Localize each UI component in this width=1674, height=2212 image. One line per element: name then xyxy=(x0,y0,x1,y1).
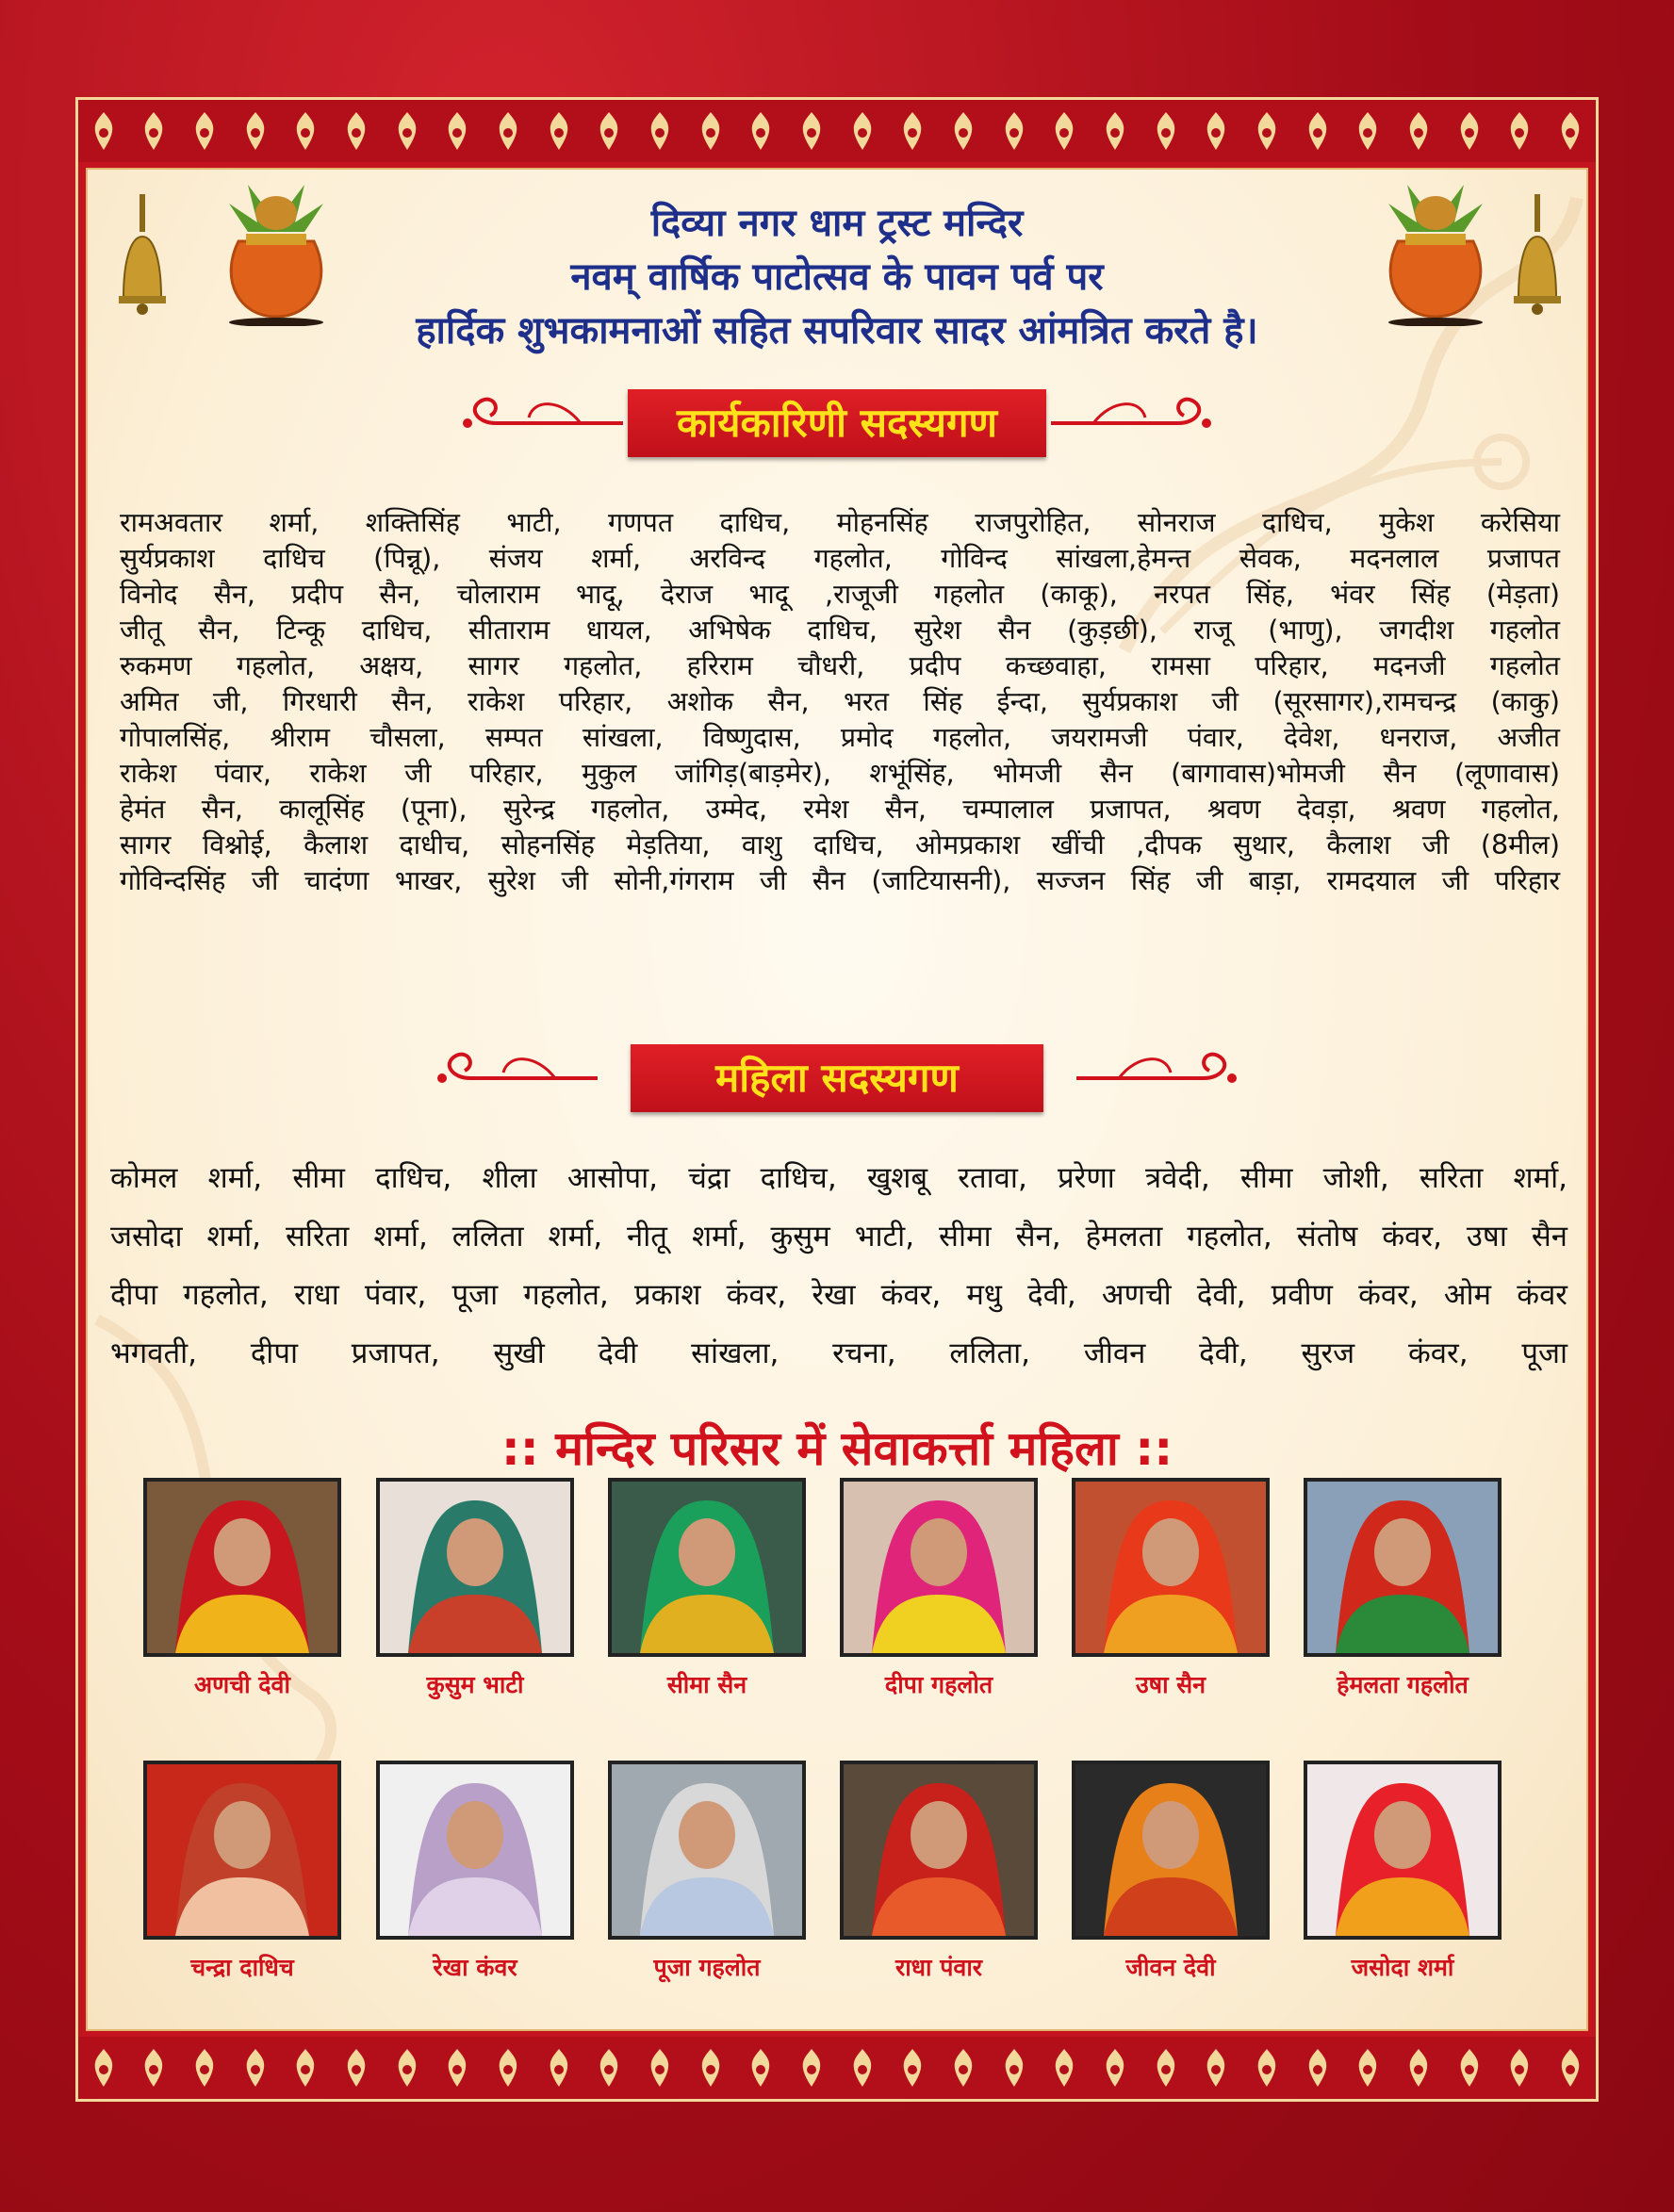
motif-icon xyxy=(1400,108,1437,154)
flourish-icon xyxy=(1046,389,1235,457)
seva-member-card xyxy=(840,1761,1038,1983)
name-line: गोपालसिंह, श्रीराम चौसला, सम्पत सांखला, विष्णुदास, प्रमोद गहलोत, जयरामजी पंवार, देवेश, धनराज, अजीत xyxy=(120,722,1560,753)
motif-icon xyxy=(995,2045,1033,2090)
motif-icon xyxy=(692,108,730,154)
motif-icon xyxy=(489,2045,527,2090)
member-name: सीमा सैन xyxy=(666,1671,747,1698)
seva-member-card xyxy=(143,1761,341,1983)
committee-heading xyxy=(78,389,1596,457)
motif-icon xyxy=(1349,108,1387,154)
motif-icon xyxy=(1299,108,1337,154)
motif-icon xyxy=(590,2045,628,2090)
women-heading xyxy=(78,1044,1596,1112)
motif-icon xyxy=(1096,108,1134,154)
motif-icon xyxy=(85,2045,123,2090)
motif-icon xyxy=(287,2045,324,2090)
name-line: सुर्यप्रकाश दाधिच (पिन्नू), संजय शर्मा, अरविन्द गहलोत, गोविन्द सांखला,हेमन्त सेवक, मदनलाल प्रजापत xyxy=(120,543,1560,574)
motif-icon xyxy=(237,108,274,154)
name-line: रामअवतार शर्मा, शक्तिसिंह भाटी, गणपत दाधिच, मोहनसिंह राजपुरोहित, सोनराज दाधिच, मुकेश करेसिया xyxy=(120,507,1560,538)
member-photo xyxy=(840,1478,1038,1657)
motif-icon xyxy=(1299,2045,1337,2090)
seva-member-card xyxy=(1072,1761,1270,1983)
motif-icon xyxy=(1551,2045,1589,2090)
member-name: जीवन देवी xyxy=(1125,1954,1216,1981)
seva-member-card xyxy=(840,1478,1038,1700)
seva-member-card xyxy=(1072,1478,1270,1700)
name-line: गोविन्दसिंह जी चादंणा भाखर, सुरेश जी सोनी,गंगराम जी सैन (जाटियासनी), सज्जन सिंह जी बाड़ा, रामदयाल जी परिहार xyxy=(120,865,1560,896)
portrait-icon xyxy=(380,1764,570,1936)
motif-icon xyxy=(1045,2045,1083,2090)
portrait-icon xyxy=(612,1482,802,1653)
member-photo xyxy=(376,1478,574,1657)
motif-icon xyxy=(388,108,426,154)
committee-title: कार्यकारिणी सदस्यगण xyxy=(628,389,1046,457)
motif-icon xyxy=(944,2045,982,2090)
name-line: दीपा गहलोत, राधा पंवार, पूजा गहलोत, प्रकाश कंवर, रेखा कंवर, मधु देवी, अणची देवी, प्रवीण कंवर, ओम कंवर xyxy=(110,1278,1567,1312)
name-line: हेमंत सैन, कालूसिंह (पूना), सुरेन्द्र गहलोत, उम्मेद, रमेश सैन, चम्पालाल प्रजापत, श्रवण देवड़ा, श्रवण गहलोत, xyxy=(120,794,1560,825)
motif-icon xyxy=(894,2045,931,2090)
member-photo xyxy=(608,1761,806,1940)
motif-icon xyxy=(844,108,881,154)
motif-icon xyxy=(894,108,931,154)
top-border-band xyxy=(78,100,1596,162)
seva-member-card xyxy=(608,1761,806,1983)
motif-icon xyxy=(1045,108,1083,154)
motif-icon xyxy=(1197,108,1235,154)
member-photo xyxy=(1072,1478,1270,1657)
member-name: राधा पंवार xyxy=(894,1954,983,1981)
member-photo xyxy=(1072,1761,1270,1940)
motif-icon xyxy=(1400,2045,1437,2090)
motif-icon xyxy=(1096,2045,1134,2090)
member-name: रेखा कंवर xyxy=(433,1954,517,1981)
women-title: महिला सदस्यगण xyxy=(631,1044,1043,1112)
seva-member-card xyxy=(1304,1478,1502,1700)
motif-icon xyxy=(85,108,123,154)
motif-icon xyxy=(742,108,780,154)
member-name: कुसुम भाटी xyxy=(426,1671,524,1698)
flourish-icon xyxy=(439,389,628,457)
portrait-icon xyxy=(1307,1482,1498,1653)
seva-member-card xyxy=(376,1478,574,1700)
member-photo xyxy=(143,1478,341,1657)
motif-icon xyxy=(995,108,1033,154)
name-line: कोमल शर्मा, सीमा दाधिच, शीला आसोपा, चंद्रा दाधिच, खुशबू रतावा, प्ररेणा त्रवेदी, सीमा जोशी, सरिता शर्मा, xyxy=(110,1161,1567,1195)
motif-icon xyxy=(590,108,628,154)
motif-icon xyxy=(287,108,324,154)
motif-icon xyxy=(944,108,982,154)
member-name: उषा सैन xyxy=(1135,1671,1206,1698)
seva-title: :: मन्दिर परिसर में सेवाकर्त्ता महिला :: xyxy=(501,1421,1173,1476)
motif-icon xyxy=(1451,108,1488,154)
member-name: हेमलता गहलोत xyxy=(1337,1671,1469,1698)
motif-icon xyxy=(186,2045,223,2090)
header-line-1: दिव्या नगर धाम ट्रस्ट मन्दिर xyxy=(650,202,1024,245)
motif-icon xyxy=(1349,2045,1387,2090)
member-name: पूजा गहलोत xyxy=(653,1954,761,1981)
name-line: अमित जी, गिरधारी सैन, राकेश परिहार, अशोक सैन, भरत सिंह ईन्दा, सुर्यप्रकाश जी (सूरसागर),रामचन्द्र (काकु) xyxy=(120,686,1560,717)
bottom-border-band xyxy=(78,2037,1596,2099)
member-photo xyxy=(840,1761,1038,1940)
motif-icon xyxy=(1248,108,1286,154)
member-photo xyxy=(1304,1761,1502,1940)
portrait-icon xyxy=(147,1764,337,1936)
motif-icon xyxy=(186,108,223,154)
member-photo xyxy=(376,1761,574,1940)
member-name: अणची देवी xyxy=(194,1671,290,1698)
motif-icon xyxy=(237,2045,274,2090)
motif-icon xyxy=(438,2045,476,2090)
portrait-icon xyxy=(1075,1764,1266,1936)
motif-icon xyxy=(135,108,172,154)
name-line: राकेश पंवार, राकेश जी परिहार, मुकुल जांगिड़(बाड़मेर), शभूंसिंह, भोमजी सैन (बागावास)भोमजी सैन (लूणावास) xyxy=(120,758,1560,789)
member-photo xyxy=(143,1761,341,1940)
portrait-icon xyxy=(147,1482,337,1653)
poster-frame xyxy=(75,97,1599,2102)
motif-icon xyxy=(793,108,830,154)
portrait-icon xyxy=(1307,1764,1498,1936)
header-line-3: हार्दिक शुभकामनाओं सहित सपरिवार सादर आंमत्रित करते है। xyxy=(416,309,1258,352)
motif-icon xyxy=(641,2045,679,2090)
motif-icon xyxy=(1147,108,1185,154)
name-line: विनोद सैन, प्रदीप सैन, चोलाराम भादू, देराज भादू ,राजूजी गहलोत (काकू), नरपत सिंह, भंवर सिंह (मेड़ता) xyxy=(120,579,1560,610)
name-line: सागर विश्नोई, कैलाश दाधीच, सोहनसिंह मेड़तिया, वाशु दाधिच, ओमप्रकाश खींची ,दीपक सुथार, कैलाश जी (8मील) xyxy=(120,829,1560,860)
motif-icon xyxy=(1551,108,1589,154)
motif-icon xyxy=(337,108,375,154)
motif-icon xyxy=(793,2045,830,2090)
member-name: जसोदा शर्मा xyxy=(1351,1954,1454,1981)
motif-icon xyxy=(135,2045,172,2090)
seva-member-card xyxy=(376,1761,574,1983)
flourish-icon xyxy=(1043,1044,1288,1112)
name-line: भगवती, दीपा प्रजापत, सुखी देवी सांखला, रचना, ललिता, जीवन देवी, सुरज कंवर, पूजा xyxy=(110,1336,1567,1370)
motif-icon xyxy=(844,2045,881,2090)
motif-icon xyxy=(742,2045,780,2090)
motif-icon xyxy=(438,108,476,154)
name-line: रुकमण गहलोत, अक्षय, सागर गहलोत, हरिराम चौधरी, प्रदीप कच्छवाहा, रामसा परिहार, मदनजी गहलोत xyxy=(120,650,1560,681)
women-names xyxy=(110,1149,1567,1383)
motif-icon xyxy=(489,108,527,154)
motif-icon xyxy=(1248,2045,1286,2090)
member-name: दीपा गहलोत xyxy=(884,1671,993,1698)
seva-member-card xyxy=(1304,1761,1502,1983)
motif-icon xyxy=(1147,2045,1185,2090)
portrait-icon xyxy=(844,1764,1034,1936)
motif-icon xyxy=(540,2045,578,2090)
portrait-icon xyxy=(380,1482,570,1653)
member-photo xyxy=(1304,1478,1502,1657)
motif-icon xyxy=(1451,2045,1488,2090)
motif-icon xyxy=(692,2045,730,2090)
motif-icon xyxy=(641,108,679,154)
motif-icon xyxy=(1197,2045,1235,2090)
name-line: जसोदा शर्मा, सरिता शर्मा, ललिता शर्मा, नीतू शर्मा, कुसुम भाटी, सीमा सैन, हेमलता गहलोत, संतोष कंवर, उषा सैन xyxy=(110,1220,1567,1253)
name-line: जीतू सैन, टिन्कू दाधिच, सीताराम धायल, अभिषेक दाधिच, सुरेश सैन (कुड़छी), राजू (भाणु), जगदीश गहलोत xyxy=(120,614,1560,646)
seva-member-card xyxy=(608,1478,806,1700)
motif-icon xyxy=(1501,2045,1538,2090)
portrait-icon xyxy=(844,1482,1034,1653)
flourish-icon xyxy=(386,1044,631,1112)
motif-icon xyxy=(1501,108,1538,154)
motif-icon xyxy=(337,2045,375,2090)
portrait-icon xyxy=(1075,1482,1266,1653)
motif-icon xyxy=(540,108,578,154)
portrait-icon xyxy=(612,1764,802,1936)
motif-icon xyxy=(388,2045,426,2090)
seva-member-card xyxy=(143,1478,341,1700)
header-line-2: नवम् वार्षिक पाटोत्सव के पावन पर्व पर xyxy=(570,255,1104,299)
committee-names xyxy=(120,505,1560,899)
member-name: चन्द्रा दाधिच xyxy=(190,1954,294,1981)
member-photo xyxy=(608,1478,806,1657)
